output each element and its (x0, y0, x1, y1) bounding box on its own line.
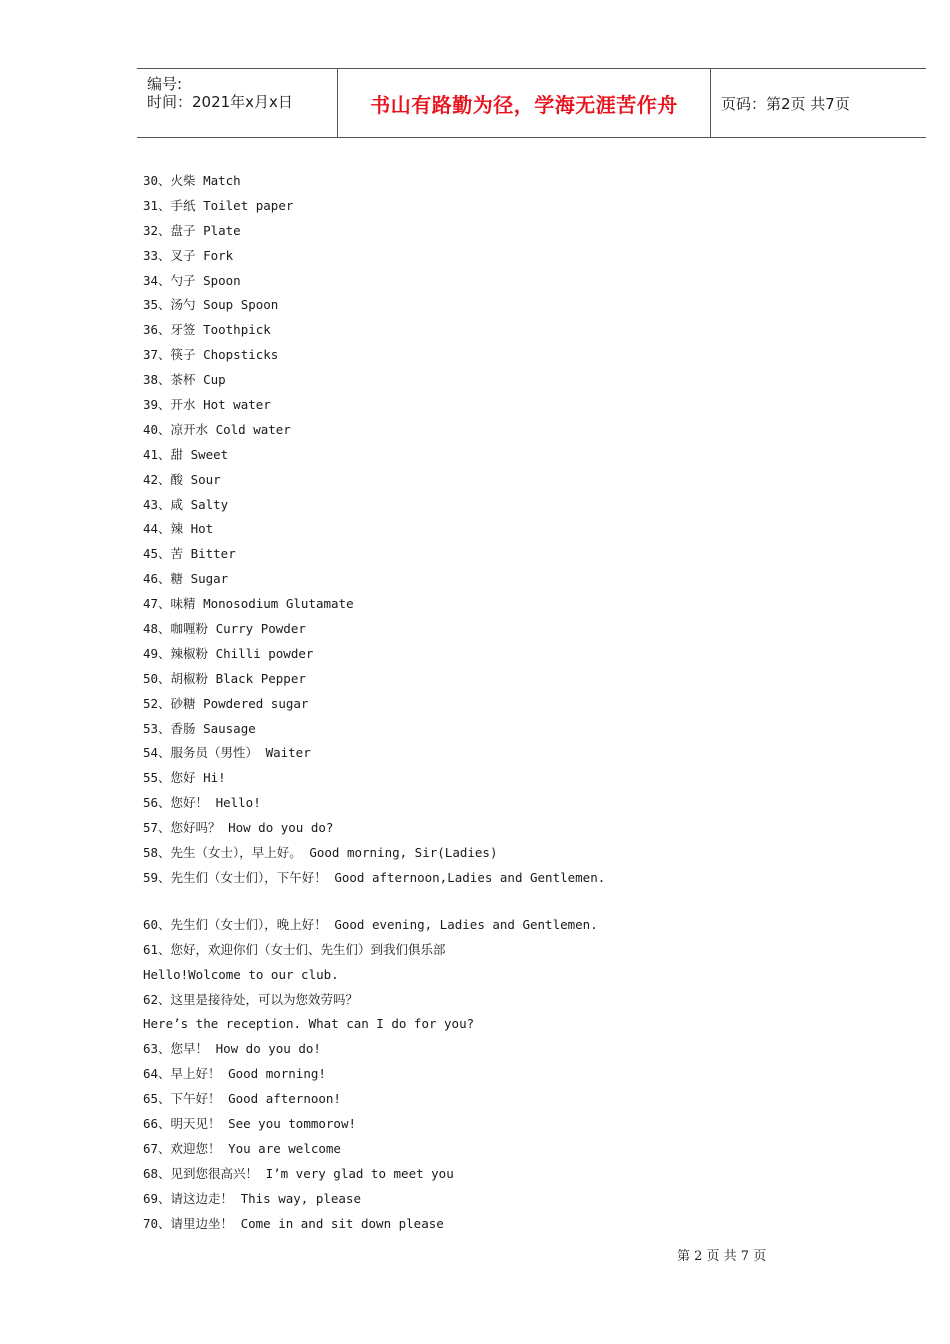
list-item: 60、先生们（女士们），晚上好！ Good evening, Ladies and Gentlemen. (143, 916, 598, 932)
list-item: 33、叉子 Fork (143, 247, 234, 263)
header-motto: 书山有路勤为径，学海无涯苦作舟 (370, 92, 678, 117)
list-item: 48、咖喱粉 Curry Powder (143, 621, 306, 637)
list-item: 55、您好 Hi! (143, 770, 226, 786)
list-item: 52、砂糖 Powdered sugar (143, 695, 309, 711)
list-item: 50、胡椒粉 Black Pepper (143, 670, 306, 686)
list-item: 68、见到您很高兴！ I’m very glad to meet you (143, 1165, 454, 1181)
list-item: 40、凉开水 Cold water (143, 421, 291, 437)
list-item: 31、手纸 Toilet paper (143, 197, 294, 213)
list-item: 57、您好吗？ How do you do? (143, 820, 334, 836)
vocabulary-list (143, 169, 903, 1236)
list-item: 36、牙签 Toothpick (143, 322, 271, 338)
list-item: 58、先生（女士），早上好。 Good morning, Sir(Ladies) (143, 845, 498, 861)
list-item: 35、汤勺 Soup Spoon (143, 297, 279, 313)
list-item: 37、筷子 Chopsticks (143, 347, 279, 363)
list-item: 62、这里是接待处，可以为您效劳吗？ (143, 991, 359, 1007)
list-item: 53、香肠 Sausage (143, 720, 256, 736)
list-item: 47、味精 Monosodium Glutamate (143, 596, 354, 612)
list-item: Here’s the reception. What can I do for you? (143, 1016, 475, 1032)
list-item: 54、服务员（男性） Waiter (143, 745, 311, 761)
list-item: 59、先生们（女士们），下午好！ Good afternoon,Ladies and Gentlemen. (143, 869, 606, 885)
list-item: Hello!Wolcome to our club. (143, 966, 339, 982)
paragraph-gap (143, 891, 903, 913)
document-number-label: 编号: (147, 75, 183, 93)
list-item: 46、糖 Sugar (143, 571, 229, 587)
header-meta (137, 69, 337, 137)
header-page-info: 页码：第2页 共7页 (721, 94, 850, 113)
list-item: 66、明天见！ See you tommorow! (143, 1115, 357, 1131)
list-item: 56、您好！ Hello! (143, 795, 261, 811)
list-item: 63、您早！ How do you do! (143, 1041, 321, 1057)
list-item: 64、早上好！ Good morning! (143, 1066, 326, 1082)
header-divider (710, 69, 711, 137)
list-item: 70、请里边坐！ Come in and sit down please (143, 1215, 444, 1231)
list-item: 41、甜 Sweet (143, 446, 229, 462)
list-item: 49、辣椒粉 Chilli powder (143, 645, 314, 661)
list-item: 67、欢迎您！ You are welcome (143, 1140, 341, 1156)
page-footer: 第 2 页 共 7 页 (677, 1249, 767, 1264)
list-item: 34、勺子 Spoon (143, 272, 241, 288)
list-item: 69、请这边走！ This way, please (143, 1190, 361, 1206)
list-item: 43、咸 Salty (143, 496, 229, 512)
list-item: 38、茶杯 Cup (143, 372, 226, 388)
list-item: 44、辣 Hot (143, 521, 214, 537)
list-item: 39、开水 Hot water (143, 397, 271, 413)
document-date-label: 时间：2021年x月x日 (147, 93, 293, 111)
list-item: 32、盘子 Plate (143, 222, 241, 238)
list-item: 65、下午好！ Good afternoon! (143, 1091, 341, 1107)
list-item: 42、酸 Sour (143, 471, 221, 487)
list-item: 30、火柴 Match (143, 173, 241, 188)
page-header (137, 68, 926, 138)
list-item: 61、您好，欢迎你们（女士们、先生们）到我们俱乐部 (143, 941, 446, 957)
list-item: 45、苦 Bitter (143, 546, 236, 562)
